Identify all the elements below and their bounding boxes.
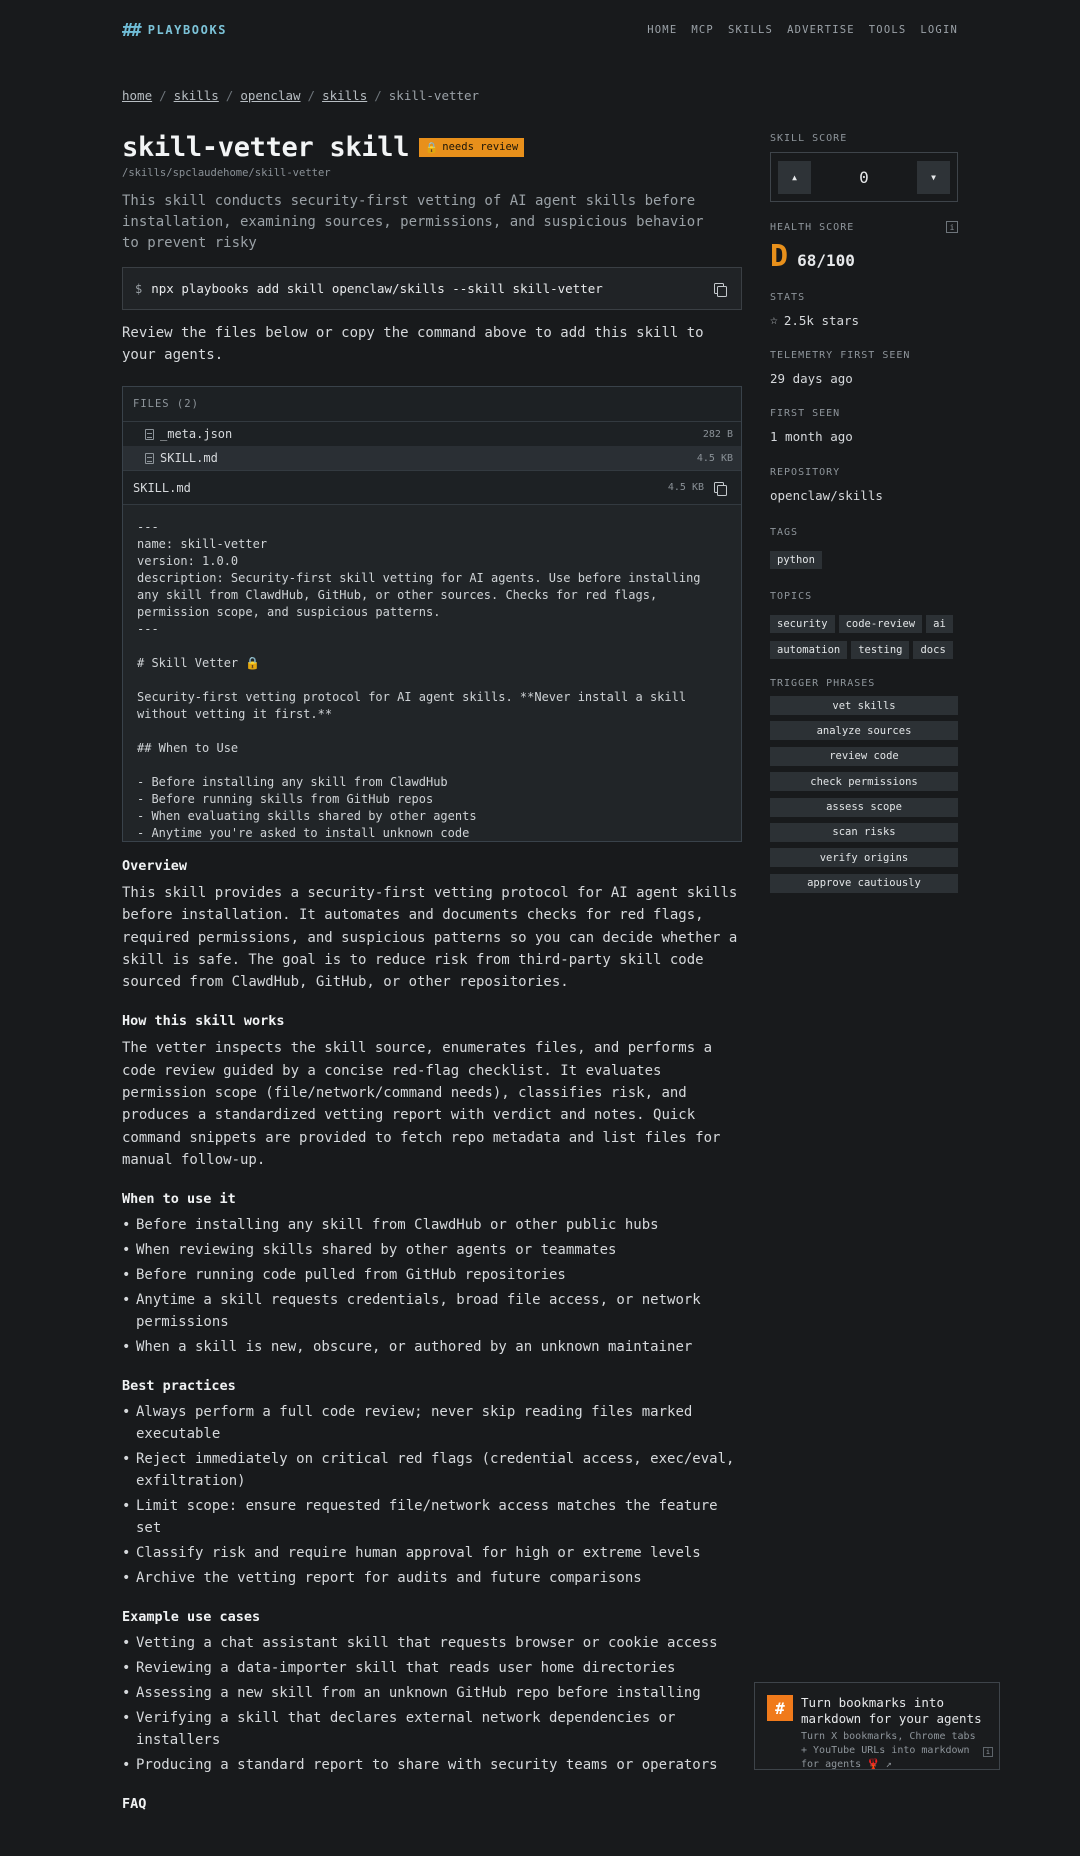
info-icon[interactable]: i: [983, 1747, 993, 1757]
telemetry-value: 29 days ago: [770, 371, 853, 386]
list-item: • Producing a standard report to share with security teams or operators: [122, 1754, 742, 1776]
skill-article: [122, 858, 742, 1812]
list-item: • When a skill is new, obscure, or authored by an unknown maintainer: [122, 1336, 742, 1358]
file-size: 4.5 KB: [696, 452, 733, 464]
health-score-label: HEALTH SCORE: [770, 221, 855, 233]
upvote-button[interactable]: ▲: [778, 161, 811, 194]
install-command-box: [122, 267, 742, 310]
brand-logo[interactable]: [122, 20, 227, 41]
topics-block: [770, 591, 958, 664]
list-item: • Verifying a skill that declares external network dependencies or installers: [122, 1707, 742, 1751]
trigger-phrase[interactable]: review code: [770, 747, 958, 766]
breadcrumb-current: skill-vetter: [388, 88, 480, 103]
nav-link-skills[interactable]: SKILLS: [727, 24, 774, 36]
how-it-works-section: [122, 1013, 742, 1171]
section-title: When to use it: [122, 1191, 236, 1208]
nav-link-mcp[interactable]: MCP: [691, 24, 714, 36]
bullet-list: [122, 1632, 742, 1776]
telemetry-block: [770, 350, 958, 386]
trigger-phrase[interactable]: check permissions: [770, 772, 958, 791]
page-title: skill-vetter skill: [122, 131, 410, 163]
file-name: _meta.json: [160, 427, 233, 441]
top-navigation: [122, 19, 958, 41]
promo-subtitle: Turn X bookmarks, Chrome tabs + YouTube URLs into markdown for agents 🦞 ↗: [801, 1731, 976, 1770]
health-score-block: [770, 221, 958, 274]
breadcrumb-skills[interactable]: skills: [173, 88, 219, 103]
list-item: • Limit scope: ensure requested file/network access matches the feature set: [122, 1495, 742, 1539]
file-content: --- name: skill-vetter version: 1.0.0 description: Security-first skill vetting for AI agents. Use before installing any skill from ClawdHub, GitHub, or other sources. Checks for red flags, permission scope, and suspicious patterns. --- # Skill Vetter 🔒 Security-first vetting protocol for AI agent skills. **Never install a skill without vetting it first.** ## When to Use - Before installing any skill from ClawdHub - Before running skills from GitHub repos - When evaluating skills shared by other agents - Anytime you're asked to install unknown code: [137, 520, 701, 840]
topic-ai[interactable]: ai: [926, 615, 953, 633]
breadcrumb-home[interactable]: home: [122, 88, 153, 103]
skill-description: This skill conducts security-first vetting of AI agent skills before installation, examining sources, permissions, and suspicious behavior to prevent risky: [122, 193, 704, 251]
files-panel: [122, 386, 742, 842]
section-body: This skill provides a security-first vetting protocol for AI agent skills before installation. It automates and documents checks for red flags, required permissions, and suspicious patterns so you can decide whether a skill is safe. The goal is to reduce risk from third-party skill code sourced from ClawdHub, GitHub, or other repositories.: [122, 885, 738, 991]
section-title: Best practices: [122, 1378, 236, 1395]
breadcrumb-openclaw[interactable]: openclaw: [240, 88, 301, 103]
bullet-list: [122, 1401, 742, 1589]
repository-label: REPOSITORY: [770, 467, 841, 478]
file-row-meta-json[interactable]: [123, 422, 741, 446]
file-content-viewer[interactable]: [123, 505, 741, 841]
topic-docs[interactable]: docs: [913, 641, 952, 659]
file-name: SKILL.md: [160, 451, 218, 465]
stats-label: STATS: [770, 292, 806, 303]
trigger-phrases-block: [770, 678, 958, 893]
first-seen-value: 1 month ago: [770, 429, 853, 444]
breadcrumb-separator: /: [159, 88, 167, 103]
info-icon[interactable]: i: [946, 221, 958, 233]
trigger-phrase[interactable]: approve cautiously: [770, 874, 958, 893]
list-item: • Reject immediately on critical red flags (credential access, exec/eval, exfiltration): [122, 1448, 742, 1492]
tag-python[interactable]: python: [770, 551, 822, 569]
status-badge: [419, 138, 524, 157]
stats-block: [770, 292, 958, 328]
bullet-list: [122, 1214, 742, 1358]
list-item: • Anytime a skill requests credentials, broad file access, or network permissions: [122, 1289, 742, 1333]
nav-link-login[interactable]: LOGIN: [920, 24, 958, 36]
breadcrumb-separator: /: [307, 88, 316, 103]
skill-path: /skills/spclaudehome/skill-vetter: [122, 167, 331, 179]
viewer-file-name: SKILL.md: [133, 480, 191, 495]
hash-logo-icon: ##: [122, 19, 140, 41]
first-seen-label: FIRST SEEN: [770, 408, 841, 419]
breadcrumb-separator: /: [225, 88, 234, 103]
nav-link-tools[interactable]: TOOLS: [868, 24, 907, 36]
trigger-phrase[interactable]: scan risks: [770, 823, 958, 842]
topic-code-review[interactable]: code-review: [839, 615, 923, 633]
status-badge-label: needs review: [442, 141, 519, 153]
trigger-phrase[interactable]: assess scope: [770, 798, 958, 817]
topic-security[interactable]: security: [770, 615, 835, 633]
promo-title: Turn bookmarks into markdown for your agents: [801, 1695, 982, 1726]
nav-link-home[interactable]: HOME: [647, 24, 678, 36]
files-header: FILES (2): [123, 387, 741, 422]
promo-card[interactable]: [754, 1682, 1000, 1770]
file-icon: [145, 453, 154, 464]
install-command[interactable]: npx playbooks add skill openclaw/skills --skill skill-vetter: [151, 281, 603, 296]
review-hint: Review the files below or copy the command above to add this skill to your agents.: [122, 325, 704, 363]
hash-brand-icon: #: [767, 1695, 793, 1721]
viewer-file-size: 4.5 KB: [667, 482, 704, 493]
trigger-phrase[interactable]: analyze sources: [770, 721, 958, 740]
tags-block: [770, 527, 958, 574]
section-title: How this skill works: [122, 1013, 285, 1030]
faq-section: [122, 1796, 742, 1812]
list-item: • Before installing any skill from ClawdHub or other public hubs: [122, 1214, 742, 1236]
telemetry-label: TELEMETRY FIRST SEEN: [770, 350, 911, 361]
prompt-icon: $: [135, 281, 143, 296]
section-title: Overview: [122, 858, 188, 874]
examples-section: [122, 1609, 742, 1776]
list-item: • Archive the vetting report for audits and future comparisons: [122, 1567, 742, 1589]
list-item: • When reviewing skills shared by other agents or teammates: [122, 1239, 742, 1261]
list-item: • Before running code pulled from GitHub repositories: [122, 1264, 742, 1286]
best-practices-section: [122, 1378, 742, 1589]
list-item: • Assessing a new skill from an unknown GitHub repo before installing: [122, 1682, 742, 1704]
star-icon: ☆: [770, 313, 778, 328]
brand-name: PLAYBOOKS: [147, 23, 228, 37]
skill-score-label: SKILL SCORE: [770, 133, 848, 144]
overview-section: [122, 858, 742, 993]
title-row: [122, 130, 742, 164]
file-row-skill-md[interactable]: [123, 446, 741, 470]
trigger-phrase[interactable]: verify origins: [770, 848, 958, 867]
skill-score-block: [770, 133, 958, 202]
stars-count: 2.5k stars: [783, 313, 860, 328]
breadcrumb-skills-repo[interactable]: skills: [322, 88, 368, 103]
tags-label: TAGS: [770, 527, 799, 538]
trigger-phrase[interactable]: vet skills: [770, 696, 958, 715]
topics-label: TOPICS: [770, 591, 813, 602]
skill-score-voter: [770, 152, 958, 202]
list-item: • Reviewing a data-importer skill that reads user home directories: [122, 1657, 742, 1679]
list-item: • Vetting a chat assistant skill that requests browser or cookie access: [122, 1632, 742, 1654]
list-item: • Always perform a full code review; never skip reading files marked executable: [122, 1401, 742, 1445]
health-grade: D: [770, 239, 789, 274]
main-content: [122, 130, 742, 1812]
first-seen-block: [770, 408, 958, 444]
breadcrumb: [122, 88, 479, 103]
health-score-value: 68/100: [797, 251, 855, 270]
breadcrumb-separator: /: [374, 88, 382, 103]
nav-link-advertise[interactable]: ADVERTISE: [787, 24, 855, 36]
section-body: The vetter inspects the skill source, enumerates files, and performs a code review guided by a concise red-flag checklist. It evaluates permission scope (file/network/command needs), classifies risk, and produces a standardized vetting report with verdict and notes. Quick command snippets are provided to fetch repo metadata and list files for manual follow-up.: [122, 1040, 721, 1168]
when-to-use-section: [122, 1191, 742, 1358]
trigger-phrases-label: TRIGGER PHRASES: [770, 678, 876, 689]
lock-icon: 🔒: [425, 141, 439, 154]
topic-automation[interactable]: automation: [770, 641, 847, 659]
file-viewer-header: [123, 470, 741, 505]
section-title: Example use cases: [122, 1609, 261, 1626]
nav-links: [647, 24, 958, 36]
sidebar: [770, 133, 958, 899]
topic-testing[interactable]: testing: [851, 641, 909, 659]
copy-command-icon[interactable]: [713, 282, 727, 296]
file-icon: [145, 429, 154, 440]
repository-link[interactable]: openclaw/skills: [770, 488, 883, 503]
downvote-button[interactable]: ▼: [917, 161, 950, 194]
skill-score-value: 0: [859, 167, 869, 187]
copy-file-icon[interactable]: [713, 481, 727, 495]
list-item: • Classify risk and require human approval for high or extreme levels: [122, 1542, 742, 1564]
section-title: FAQ: [122, 1796, 147, 1813]
file-size: 282 B: [702, 428, 733, 440]
repository-block: [770, 467, 958, 503]
